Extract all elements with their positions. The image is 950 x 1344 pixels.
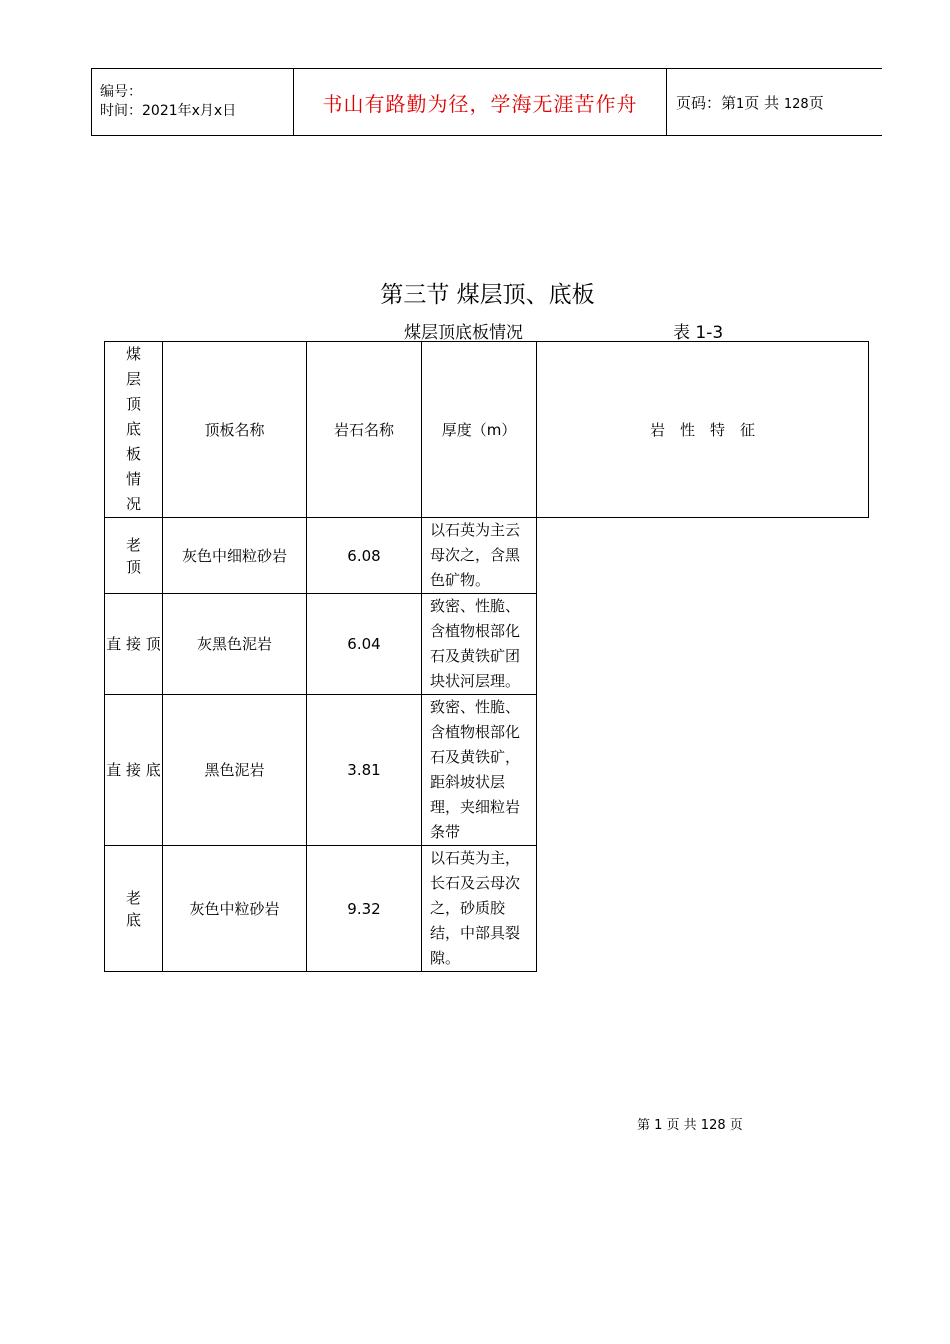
column-header-rock: 岩石名称 — [307, 342, 422, 518]
row-rock: 灰色中粒砂岩 — [163, 846, 307, 972]
roof-floor-table — [104, 341, 869, 972]
table-caption-number: 表 1-3 — [673, 323, 724, 343]
row-description: 致密、性脆、含植物根部化石及黄铁矿，距斜坡状层理，夹细粒岩条带 — [422, 695, 537, 846]
side-label-char: 板 — [125, 445, 141, 463]
row-rock: 黑色泥岩 — [163, 695, 307, 846]
table-row — [105, 594, 869, 695]
side-label-char: 况 — [125, 495, 141, 513]
row-name: 直 接 顶 — [105, 594, 163, 695]
row-name: 老 顶 — [105, 518, 163, 594]
header-motto: 书山有路勤为径，学海无涯苦作舟 — [294, 69, 667, 136]
page-prefix: 页码：第 — [676, 93, 737, 112]
column-header-characteristics: 岩 性 特 征 — [537, 342, 869, 518]
side-label-char: 底 — [125, 420, 141, 438]
page-number: 1 — [736, 96, 745, 112]
header-meta — [92, 69, 294, 136]
document-header — [91, 68, 882, 136]
row-description: 以石英为主，长石及云母次之，砂质胶结，中部具裂隙。 — [422, 846, 537, 972]
row-rock: 灰色中细粒砂岩 — [163, 518, 307, 594]
row-description: 以石英为主云母次之，含黑色矿物。 — [422, 518, 537, 594]
page-mid: 页 共 — [744, 93, 780, 112]
section-title: 第三节 煤层顶、底板 — [380, 282, 595, 308]
table-row — [105, 518, 869, 594]
document-time-label: 时间：2021年x月x日 — [100, 103, 237, 119]
table-row — [105, 695, 869, 846]
table-caption-title: 煤层顶底板情况 — [404, 323, 523, 343]
row-thickness: 3.81 — [307, 695, 422, 846]
side-label-char: 层 — [125, 370, 141, 388]
row-rock: 灰黑色泥岩 — [163, 594, 307, 695]
row-thickness: 6.08 — [307, 518, 422, 594]
column-header-name: 顶板名称 — [163, 342, 307, 518]
column-header-thickness: 厚度（m） — [422, 342, 537, 518]
row-name: 直 接 底 — [105, 695, 163, 846]
table-row — [105, 846, 869, 972]
page-total: 128 — [783, 96, 809, 112]
side-label-char: 情 — [125, 470, 141, 488]
row-thickness: 6.04 — [307, 594, 422, 695]
row-name: 老 底 — [105, 846, 163, 972]
side-label-char: 顶 — [125, 395, 141, 413]
table-header-row — [105, 342, 869, 518]
table-side-label — [105, 342, 163, 518]
side-label-char: 煤 — [125, 345, 141, 363]
header-page-info — [667, 69, 882, 136]
document-number-label: 编号： — [100, 84, 142, 100]
row-thickness: 9.32 — [307, 846, 422, 972]
row-description: 致密、性脆、含植物根部化石及黄铁矿团块状河层理。 — [422, 594, 537, 695]
page-footer: 第 1 页 共 128 页 — [637, 1118, 743, 1133]
page-suffix: 页 — [808, 93, 824, 112]
